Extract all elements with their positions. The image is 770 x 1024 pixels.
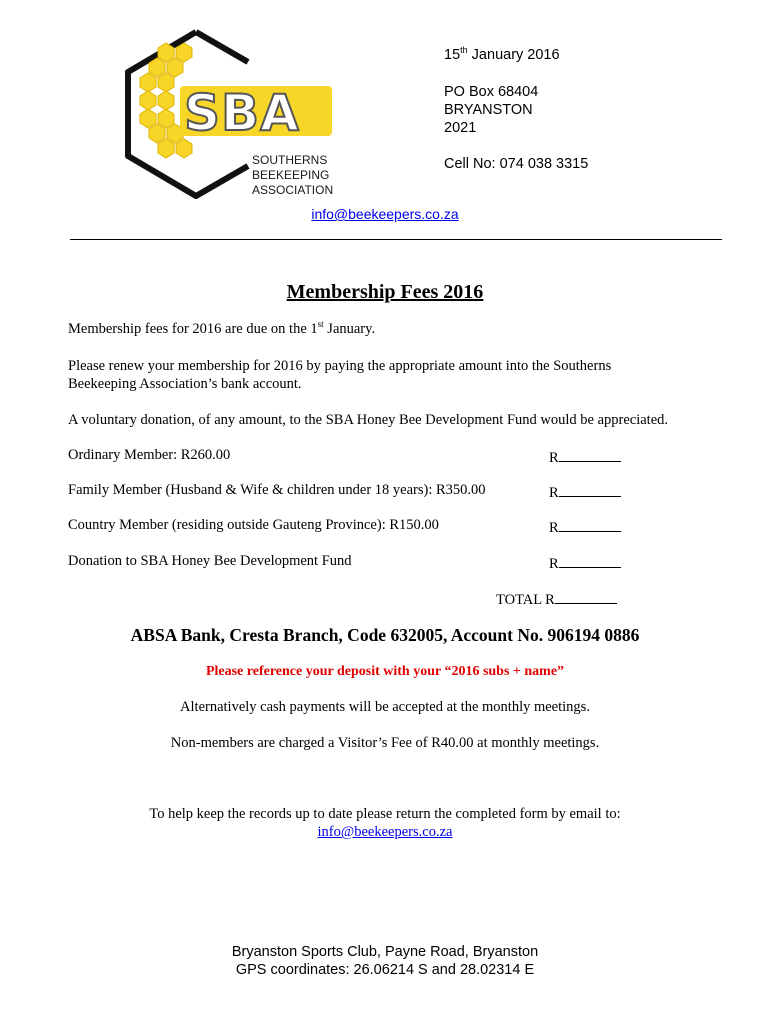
fee-amount-donation[interactable]: R <box>549 553 621 573</box>
fee-amount-ordinary[interactable]: R <box>549 447 621 467</box>
page-title: Membership Fees 2016 <box>286 281 484 303</box>
letter-date: 15th January 2016 <box>444 45 560 63</box>
donation-note: A voluntary donation, of any amount, to the SBA Honey Bee Development Fund would be appreciated. <box>68 412 669 428</box>
reference-note: Please reference your deposit with your “2016 subs + name” <box>205 664 565 679</box>
postal-code: 2021 <box>444 120 477 136</box>
logo-name-line3: ASSOCIATION <box>252 183 333 197</box>
header-email-row <box>0 206 770 222</box>
fee-label-ordinary: Ordinary Member: R260.00 <box>68 447 231 463</box>
fee-label-family: Family Member (Husband & Wife & children under 18 years): R350.00 <box>68 482 486 498</box>
return-email-link[interactable]: info@beekeepers.co.za <box>317 824 453 840</box>
renew-note-line1: Please renew your membership for 2016 by paying the appropriate amount into the Southerns <box>68 358 612 374</box>
po-box: PO Box 68404 <box>444 84 539 100</box>
header-email-link[interactable]: info@beekeepers.co.za <box>311 206 459 222</box>
visitor-fee-note: Non-members are charged a Visitor’s Fee of R40.00 at monthly meetings. <box>170 735 600 751</box>
logo-name-line2: BEEKEEPING <box>252 168 330 182</box>
fee-amount-country[interactable]: R <box>549 517 621 537</box>
renew-note-line2: Beekeeping Association’s bank account. <box>68 376 302 392</box>
fee-amount-family[interactable]: R <box>549 482 621 502</box>
footer-gps: GPS coordinates: 26.06214 S and 28.02314 E <box>235 962 535 978</box>
total-amount[interactable]: TOTAL R <box>496 589 617 609</box>
return-email-row <box>0 824 770 841</box>
footer-address: Bryanston Sports Club, Payne Road, Bryanston <box>231 944 539 960</box>
due-date-note: Membership fees for 2016 are due on the 1st January. <box>68 319 376 337</box>
header-divider <box>70 239 722 240</box>
logo-name-line1: SOUTHERNS <box>252 153 328 167</box>
cash-payment-note: Alternatively cash payments will be accepted at the monthly meetings. <box>180 699 590 715</box>
bank-details: ABSA Bank, Cresta Branch, Code 632005, Account No. 906194 0886 <box>130 625 640 645</box>
fee-label-country: Country Member (residing outside Gauteng Province): R150.00 <box>68 517 439 533</box>
city: BRYANSTON <box>444 102 533 118</box>
fee-label-donation: Donation to SBA Honey Bee Development Fund <box>68 553 352 569</box>
return-form-note: To help keep the records up to date please return the completed form by email to: <box>149 806 621 822</box>
sba-logo <box>118 28 333 203</box>
logo-initials: SBA <box>184 84 300 142</box>
cell-number: Cell No: 074 038 3315 <box>444 156 589 172</box>
